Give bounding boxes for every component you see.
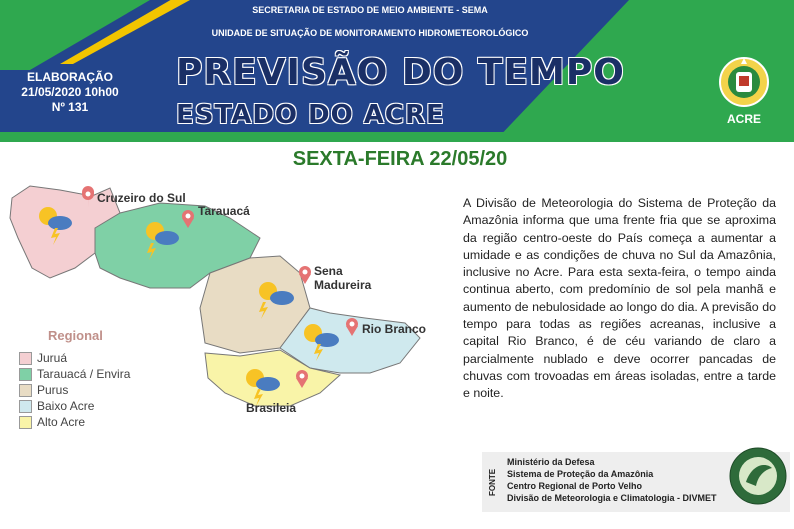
source-label: FONTE: [488, 468, 497, 496]
city-label-sena-2: Madureira: [314, 278, 372, 292]
logo-label: ACRE: [726, 112, 761, 126]
legend-item: [19, 350, 130, 366]
legend-swatch: [19, 368, 32, 381]
legend-item: [19, 382, 130, 398]
header-banner: [0, 0, 794, 142]
elaboracao-date: 21/05/2020 10h00: [21, 85, 119, 99]
legend-label: Juruá: [37, 351, 68, 365]
legend-item: [19, 398, 130, 414]
legend-swatch: [19, 400, 32, 413]
source-line: Divisão de Meteorologia e Climatologia - DIVMET: [507, 493, 717, 503]
forecast-text: A Divisão de Meteorologia do Sistema de Proteção da Amazônia informa que uma frente fria que se aproxima da região centro-oeste do País começa a aumentar a umidade e as condições de chuva no Sul da Amazônia, inclusive no Acre. Para esta sexta-feira, o tempo ainda continua aberto, com predomínio de sol pela manhã e aumento de nebulosidade ao longo do dia. A previsão do tempo para todas as regiões acreanas, inclusive a capital Rio Branco, é de céu variando de claro a parcialmente nublado e deve ocorrer pancadas de chuvas com trovoadas em áreas isoladas, entre a tarde e noite.: [463, 196, 776, 401]
legend-label: Purus: [37, 383, 69, 397]
city-label-cruzeiro: Cruzeiro do Sul: [97, 191, 186, 205]
city-label-sena: Sena: [314, 264, 343, 278]
source-line: Ministério da Defesa: [507, 457, 595, 467]
city-label-tarauaca: Tarauacá: [198, 204, 250, 218]
source-line: Sistema de Proteção da Amazônia: [507, 469, 654, 479]
header-bottom-stripe: [0, 132, 794, 142]
legend-item: [19, 414, 130, 430]
legend-title: Regional: [48, 328, 103, 343]
source-lines: [507, 456, 717, 504]
legend-swatch: [19, 384, 32, 397]
legend-swatch: [19, 352, 32, 365]
legend-item: [19, 366, 130, 382]
forecast-date: SEXTA-FEIRA 22/05/20: [292, 148, 508, 170]
legend-label: Tarauacá / Envira: [37, 367, 131, 381]
secretaria-title: SECRETARIA DE ESTADO DE MEIO AMBIENTE - SEMA: [252, 5, 488, 15]
legend-label: Alto Acre: [37, 415, 86, 429]
elaboracao-block: [10, 70, 130, 115]
elaboracao-label: ELABORAÇÃO: [27, 70, 113, 84]
elaboracao-number: Nº 131: [51, 100, 89, 114]
map-legend: [19, 350, 130, 430]
source-line: Centro Regional de Porto Velho: [507, 481, 643, 491]
legend-swatch: [19, 416, 32, 429]
page-subtitle: ESTADO DO ACRE: [176, 100, 445, 130]
unidade-title: UNIDADE DE SITUAÇÃO DE MONITORAMENTO HIDROMETEOROLÓGICO: [211, 28, 529, 38]
city-label-riobranco: Rio Branco: [362, 322, 427, 336]
page-title: PREVISÃO DO TEMPO: [176, 52, 625, 93]
legend-label: Baixo Acre: [37, 399, 95, 413]
sipam-logo: [728, 446, 788, 506]
city-label-brasileia: Brasileia: [246, 401, 297, 415]
